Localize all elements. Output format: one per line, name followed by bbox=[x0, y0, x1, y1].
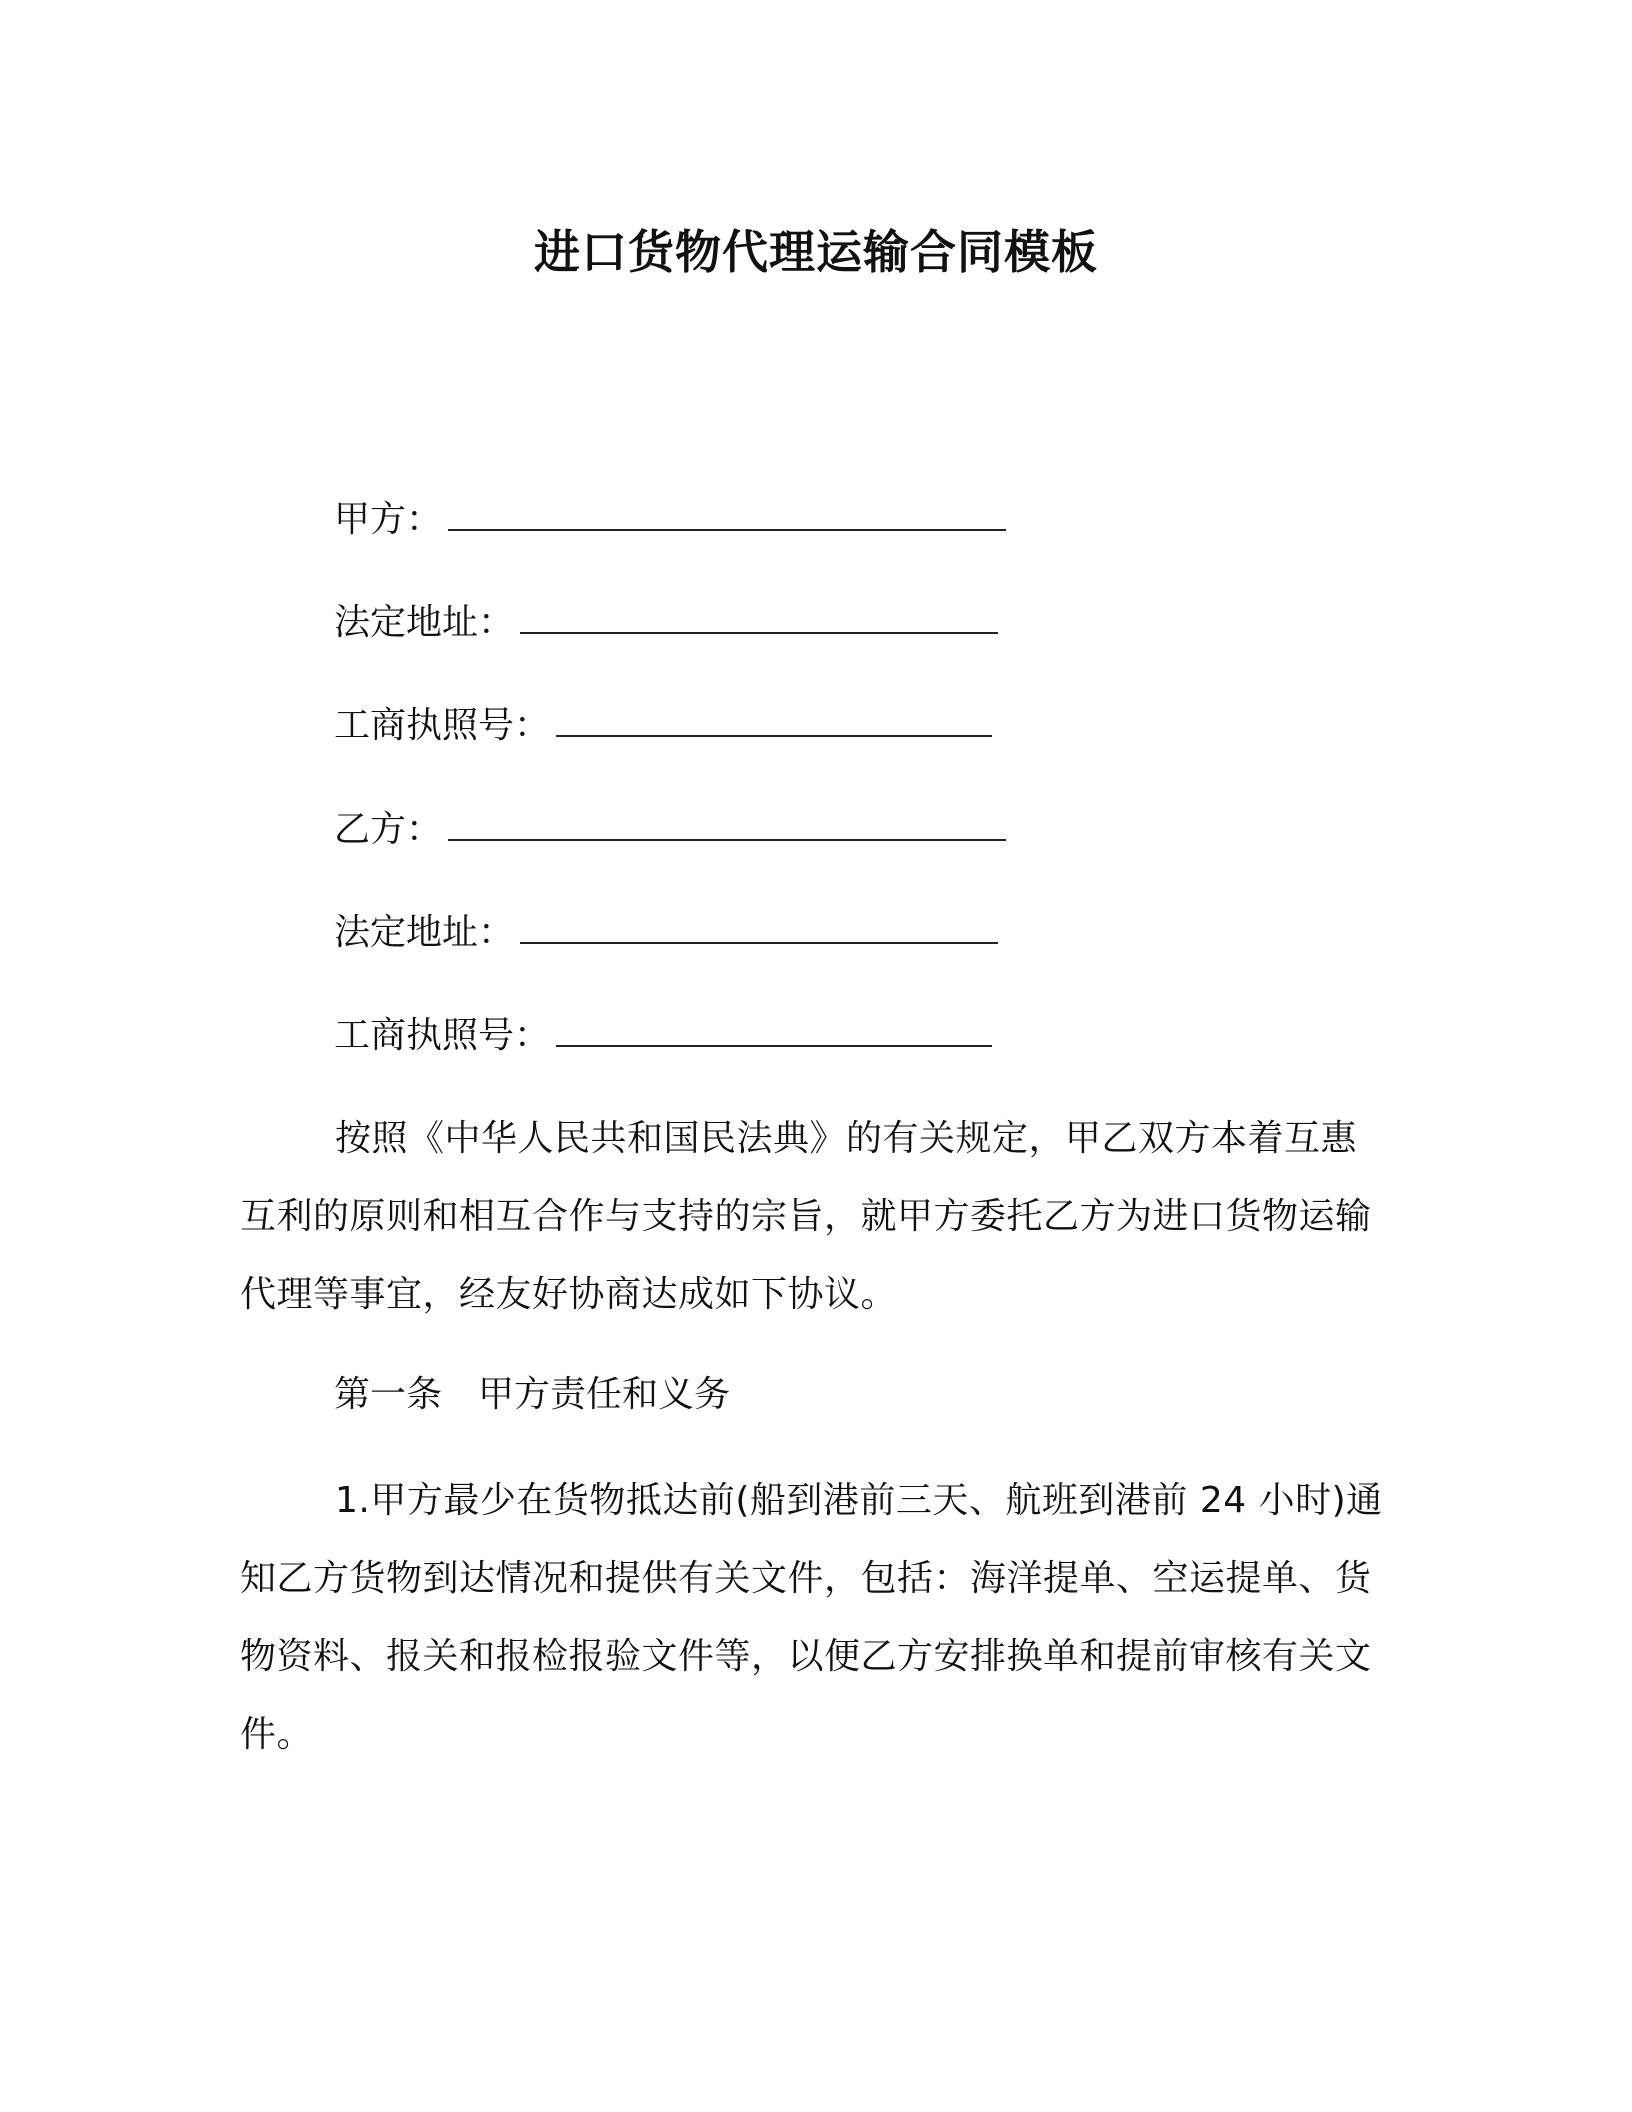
party-b-license-blank-line bbox=[556, 1037, 992, 1047]
party-b-name-field bbox=[334, 805, 1006, 855]
party-b-blank-line bbox=[448, 831, 1006, 841]
party-b-license-label: 工商执照号： bbox=[334, 1015, 551, 1056]
party-b-label: 乙方： bbox=[334, 809, 443, 850]
party-a-blank-line bbox=[448, 521, 1006, 531]
party-b-address-label: 法定地址： bbox=[334, 912, 515, 953]
party-b-address-field bbox=[334, 908, 998, 958]
party-b-license-field bbox=[334, 1011, 992, 1061]
party-a-label: 甲方： bbox=[334, 499, 443, 540]
party-a-license-label: 工商执照号： bbox=[334, 705, 551, 746]
party-a-address-field bbox=[334, 598, 998, 648]
document-title: 进口货物代理运输合同模板 bbox=[534, 225, 1098, 279]
party-a-address-blank-line bbox=[520, 624, 998, 634]
party-a-license-field bbox=[334, 701, 992, 751]
article-1-heading: 第一条 甲方责任和义务 bbox=[334, 1374, 731, 1415]
party-a-license-blank-line bbox=[556, 727, 992, 737]
party-b-address-blank-line bbox=[520, 934, 998, 944]
article-1-clause-1: 1.甲方最少在货物抵达前(船到港前三天、航班到港前 24 小时)通知乙方货物到达情况和提供有关文件，包括：海洋提单、空运提单、货物资料、报关和报检报验文件等，以便乙方安排换单和提前审核有关文件。 bbox=[240, 1480, 1383, 1755]
party-a-name-field bbox=[334, 495, 1006, 545]
party-a-address-label: 法定地址： bbox=[334, 602, 515, 643]
preamble-paragraph: 按照《中华人民共和国民法典》的有关规定，甲乙双方本着互惠互利的原则和相互合作与支持的宗旨，就甲方委托乙方为进口货物运输代理等事宜，经友好协商达成如下协议。 bbox=[240, 1118, 1372, 1315]
